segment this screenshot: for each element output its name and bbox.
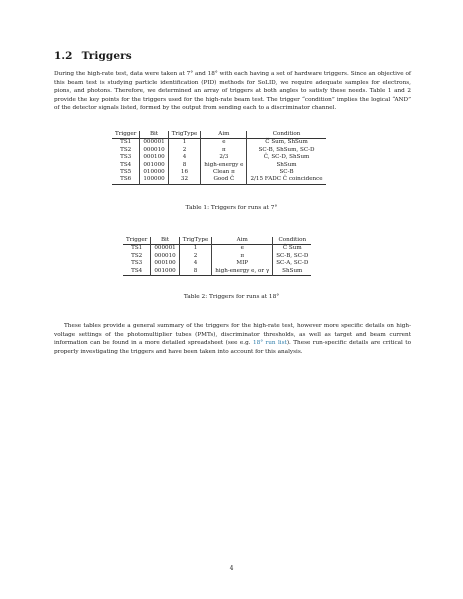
table-cell: 000010 xyxy=(140,147,168,154)
table-cell: TS3 xyxy=(131,260,143,267)
table-cell: 000100 xyxy=(140,154,168,161)
table-cell: Č Sum, ShSum xyxy=(247,139,326,147)
table-cell: 32 xyxy=(168,176,201,184)
column-header: Aim xyxy=(201,131,247,139)
run-list-link[interactable]: 18° run list xyxy=(252,340,287,347)
table-cell: high-energy e, or γ xyxy=(212,268,273,276)
table-cell: TS1 xyxy=(120,139,132,146)
table-header-row xyxy=(112,131,326,139)
table-row xyxy=(112,176,326,184)
table-cell: 001000 xyxy=(151,268,179,276)
table-cell: ShSum xyxy=(247,162,326,169)
table-cell: 2 xyxy=(179,253,212,260)
summary-text-end: ). These run-specific details are critical to properly investigating the triggers and have been taken into account for this analysis. xyxy=(54,340,412,355)
intro-paragraph: During the high-rate test, data were taken at 7° and 18° with each having a set of hardware triggers. Since an objective of this beam test is studying particle identification (PID) methods for SoLID, we require adequate samples for electrons, pions, and photons. Therefore, we determined an array of triggers at both angles to satisfy these needs. Table 1 and 2 provide the key points for the triggers used for the high-rate beam test. The trigger “condition” implies the logical “AND” of the detector signals listed, formed by the output from sending each to a discriminator channel. xyxy=(54,71,411,112)
table-cell: MIP xyxy=(212,260,273,267)
trigger-table-18deg xyxy=(123,237,311,276)
table-cell: 000001 xyxy=(140,139,168,147)
column-header: Condition xyxy=(273,237,312,245)
table-cell: 2 xyxy=(168,147,201,154)
table-cell: TS2 xyxy=(120,146,132,153)
table-row xyxy=(112,162,326,169)
section-heading xyxy=(54,50,132,62)
table-cell: SC-B, SC-D xyxy=(273,253,312,260)
table-cell: Clean π xyxy=(201,169,247,176)
table-cell: Good Č xyxy=(201,176,247,184)
table-cell: TS4 xyxy=(120,161,132,168)
table-cell: 100000 xyxy=(140,176,168,184)
section-title: Triggers xyxy=(81,50,132,62)
table-cell: 1 xyxy=(168,139,201,147)
table-cell: 16 xyxy=(168,169,201,176)
table-cell: 8 xyxy=(168,162,201,169)
table-cell: 000001 xyxy=(151,245,179,253)
table-cell: 010000 xyxy=(140,169,168,176)
summary-text-start: These tables provide a general summary of the triggers for the high-rate test, however more specific details on high-voltage settings of the photomultiplier tubes (PMTs), discriminator thresholds, as well as target and beam current information can be found in a more detailed spreadsheet (see e.g. xyxy=(54,323,411,347)
column-header: TrigType xyxy=(179,237,212,245)
table-cell: SC-A, SC-D xyxy=(273,260,312,267)
table-cell: π xyxy=(212,253,273,260)
column-header: Aim xyxy=(212,237,273,245)
table-row xyxy=(123,268,311,276)
section-number: 1.2 xyxy=(54,50,73,62)
table-cell: 4 xyxy=(168,154,201,161)
table-cell: π xyxy=(201,147,247,154)
table-cell: SC-B, ShSum, SC-D xyxy=(247,147,326,154)
column-header: Bit xyxy=(140,131,168,139)
summary-paragraph xyxy=(54,322,411,356)
table-cell: TS5 xyxy=(120,169,132,176)
table-row xyxy=(123,245,311,253)
table-cell: TS3 xyxy=(120,154,132,161)
table-cell: Č Sum xyxy=(273,245,312,253)
table-cell: 8 xyxy=(179,268,212,276)
table-header-row xyxy=(123,237,311,245)
table-row xyxy=(112,139,326,147)
table-cell: 001000 xyxy=(140,162,168,169)
page-number: 4 xyxy=(229,565,234,572)
table-cell: e xyxy=(201,139,247,147)
column-header: Trigger xyxy=(115,131,137,137)
table-cell: TS2 xyxy=(131,252,143,259)
table-cell: Č, SC-D, ShSum xyxy=(247,154,326,161)
table1-caption: Table 1: Triggers for runs at 7° xyxy=(185,205,278,211)
table-cell: e xyxy=(212,245,273,253)
table-row xyxy=(112,154,326,161)
table-cell: 000100 xyxy=(151,260,179,267)
table-cell: 1 xyxy=(179,245,212,253)
column-header: Condition xyxy=(247,131,326,139)
column-header: Bit xyxy=(151,237,179,245)
table-cell: 4 xyxy=(179,260,212,267)
table-row xyxy=(123,253,311,260)
table-cell: ShSum xyxy=(273,268,312,276)
table-cell: 2/15 FADC Č coincidence xyxy=(247,176,326,184)
table2-caption: Table 2: Triggers for runs at 18° xyxy=(183,294,280,300)
table-cell: TS1 xyxy=(131,245,143,252)
column-header: Trigger xyxy=(126,237,148,243)
column-header: TrigType xyxy=(168,131,201,139)
table-row xyxy=(123,260,311,267)
table-cell: 2/3 xyxy=(201,154,247,161)
table-cell: 000010 xyxy=(151,253,179,260)
table-cell: TS6 xyxy=(120,176,132,183)
table-cell: high-energy e xyxy=(201,162,247,169)
trigger-table-7deg xyxy=(112,131,326,185)
table-cell: SC-B xyxy=(247,169,326,176)
table-cell: TS4 xyxy=(131,267,143,274)
